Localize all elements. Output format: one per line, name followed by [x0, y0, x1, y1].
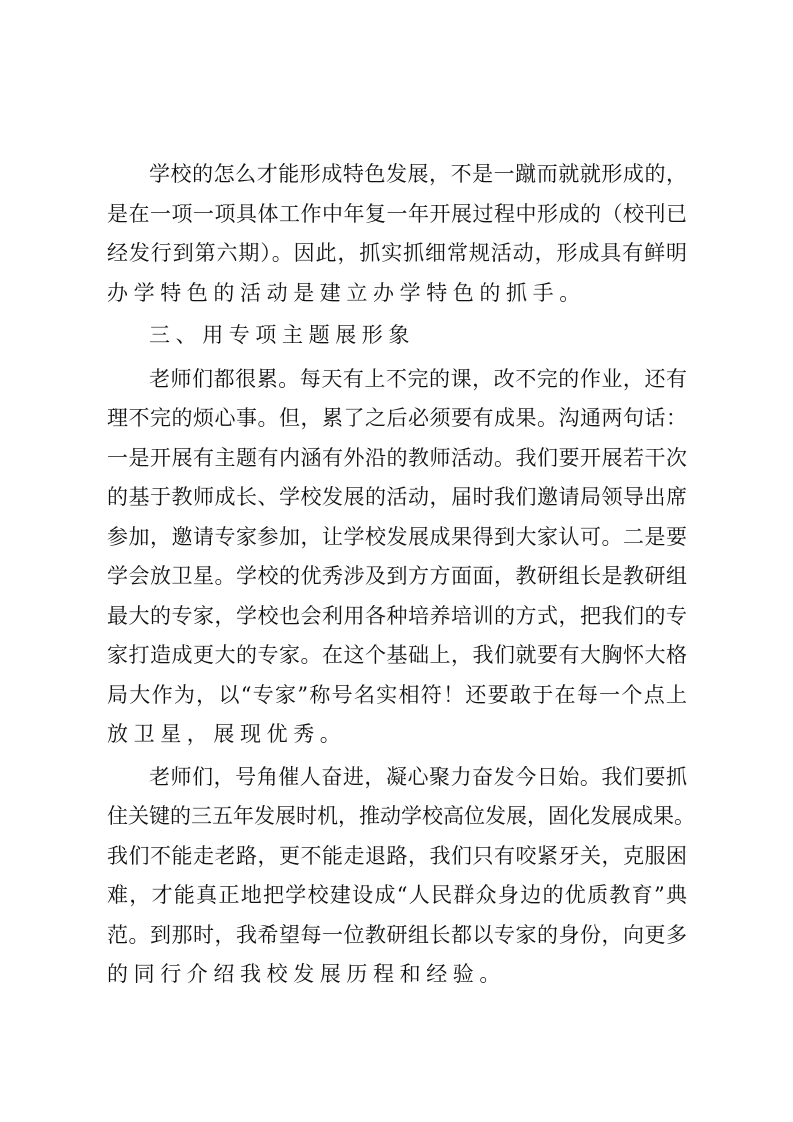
text-line: 学会放卫星。学校的优秀涉及到方方面面，教研组长是教研组 [107, 564, 687, 588]
text-line: 住关键的三五年发展时机，推动学校高位发展，固化发展成果。 [107, 804, 695, 828]
text-line: 老师们都很累。每天有上不完的课，改不完的作业，还有 [149, 366, 687, 391]
text-line: 经发行到第六期）。因此，抓实抓细常规活动，形成具有鲜明 [107, 241, 687, 265]
text-line: 一是开展有主题有内涵有外沿的教师活动。我们要开展若干次 [107, 445, 687, 470]
text-line: 的基于教师成长、学校发展的活动，届时我们邀请局领导出席 [107, 485, 687, 509]
section-heading [107, 316, 687, 356]
text-line: 理不完的烦心事。但，累了之后必须要有成果。沟通两句话： [107, 406, 687, 430]
body-paragraph [107, 155, 687, 313]
text-line: 范。到那时，我希望每一位教研组长都以专家的身份，向更多 [107, 922, 687, 947]
text-line: 家打造成更大的专家。在这个基础上，我们就要有大胸怀大格 [107, 643, 687, 667]
text-line: 是在一项一项具体工作中年复一年开展过程中形成的（校刊已 [107, 201, 687, 226]
text-line: 办学特色的活动是建立办学特色的抓手。 [107, 280, 586, 305]
text-line: 的同行介绍我校发展历程和经验。 [107, 962, 506, 986]
text-line: 老师们，号角催人奋进，凝心聚力奋发今日始。我们要抓 [149, 764, 687, 789]
text-line: 局大作为，以“专家”称号名实相符！还要敢于在每一个点上 [107, 682, 687, 707]
text-line: 参加，邀请专家参加，让学校发展成果得到大家认可。二是要 [107, 524, 687, 549]
text-line: 难，才能真正地把学校建设成“人民群众身边的优质教育”典 [107, 883, 687, 907]
body-paragraph [107, 360, 687, 755]
document-page [107, 155, 695, 998]
text-line: 三、用专项主题展形象 [149, 323, 415, 347]
text-line: 放卫星，展现优秀。 [107, 722, 347, 746]
text-line: 学校的怎么才能形成特色发展，不是一蹴而就就形成的， [149, 162, 687, 186]
body-paragraph [107, 758, 695, 995]
text-line: 最大的专家，学校也会利用各种培养培训的方式，把我们的专 [107, 603, 687, 628]
text-line: 我们不能走老路，更不能走退路，我们只有咬紧牙关，克服困 [107, 843, 687, 868]
